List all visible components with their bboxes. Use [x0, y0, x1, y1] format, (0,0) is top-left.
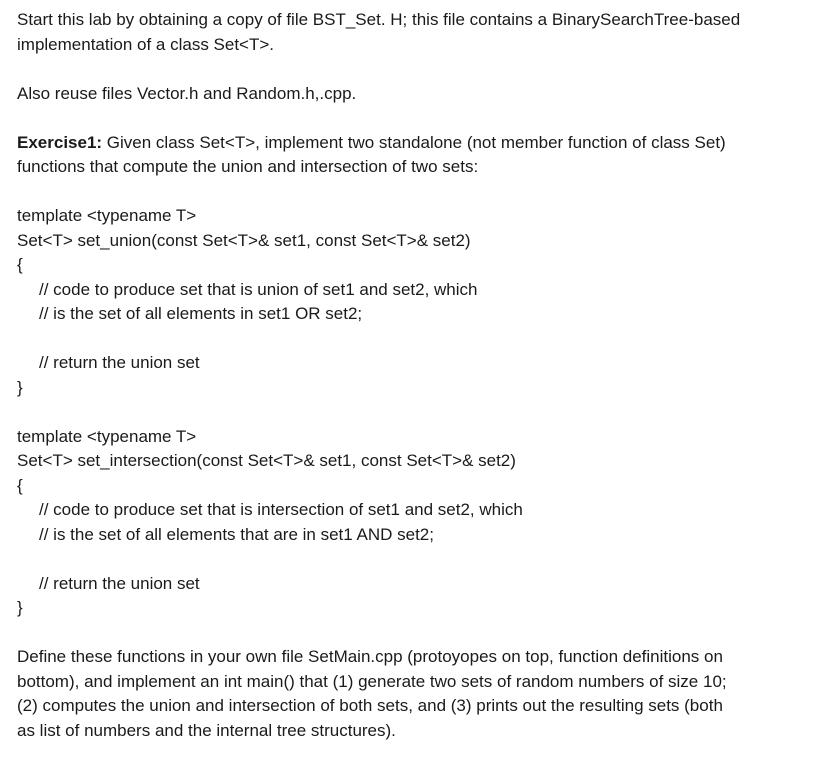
reuse-text: Also reuse files Vector.h and Random.h,.cpp.	[17, 83, 357, 103]
spacer	[17, 180, 813, 205]
define-line-1: Define these functions in your own file SetMain.cpp (protoyopes on top, function definitions on	[17, 647, 723, 666]
exercise-label: Exercise1:	[17, 132, 103, 152]
intersection-comment-1: // code to produce set that is intersection of set1 and set2, which	[39, 500, 523, 519]
intersection-open-brace: {	[17, 475, 23, 495]
spacer	[17, 400, 813, 425]
define-line-2: bottom), and implement an int main() that (1) generate two sets of random numbers of size 10;	[17, 671, 727, 691]
intersection-close-brace: }	[17, 598, 23, 617]
intersection-signature: Set<T> set_intersection(const Set<T>& set1, const Set<T>& set2)	[17, 451, 516, 470]
intersection-template: template <typename T>	[17, 426, 197, 446]
exercise-line-1	[17, 131, 813, 156]
union-comment-1: // code to produce set that is union of set1 and set2, which	[39, 279, 478, 299]
document-body	[17, 8, 813, 743]
exercise-text: Given class Set<T>, implement two standalone (not member function of class Set)	[102, 132, 726, 152]
spacer	[17, 547, 813, 572]
union-comment-3: // return the union set	[39, 353, 200, 372]
union-signature: Set<T> set_union(const Set<T>& set1, const Set<T>& set2)	[17, 230, 471, 250]
spacer	[17, 106, 813, 131]
spacer	[17, 327, 813, 352]
intro-line-1: Start this lab by obtaining a copy of file BST_Set. H; this file contains a BinarySearchTree-based	[17, 10, 741, 29]
union-template: template <typename T>	[17, 206, 197, 225]
exercise-line-2: functions that compute the union and intersection of two sets:	[17, 157, 479, 176]
spacer	[17, 621, 813, 646]
intersection-comment-2: // is the set of all elements that are in set1 AND set2;	[39, 524, 434, 544]
intro-line-2: implementation of a class Set<T>.	[17, 34, 275, 54]
union-close-brace: }	[17, 377, 23, 397]
union-open-brace: {	[17, 255, 23, 274]
define-line-3: (2) computes the union and intersection of both sets, and (3) prints out the resulting sets (both	[17, 696, 723, 715]
intersection-comment-3: // return the union set	[39, 573, 200, 593]
spacer	[17, 57, 813, 82]
define-line-4: as list of numbers and the internal tree structures).	[17, 720, 396, 740]
union-comment-2: // is the set of all elements in set1 OR set2;	[39, 304, 363, 323]
